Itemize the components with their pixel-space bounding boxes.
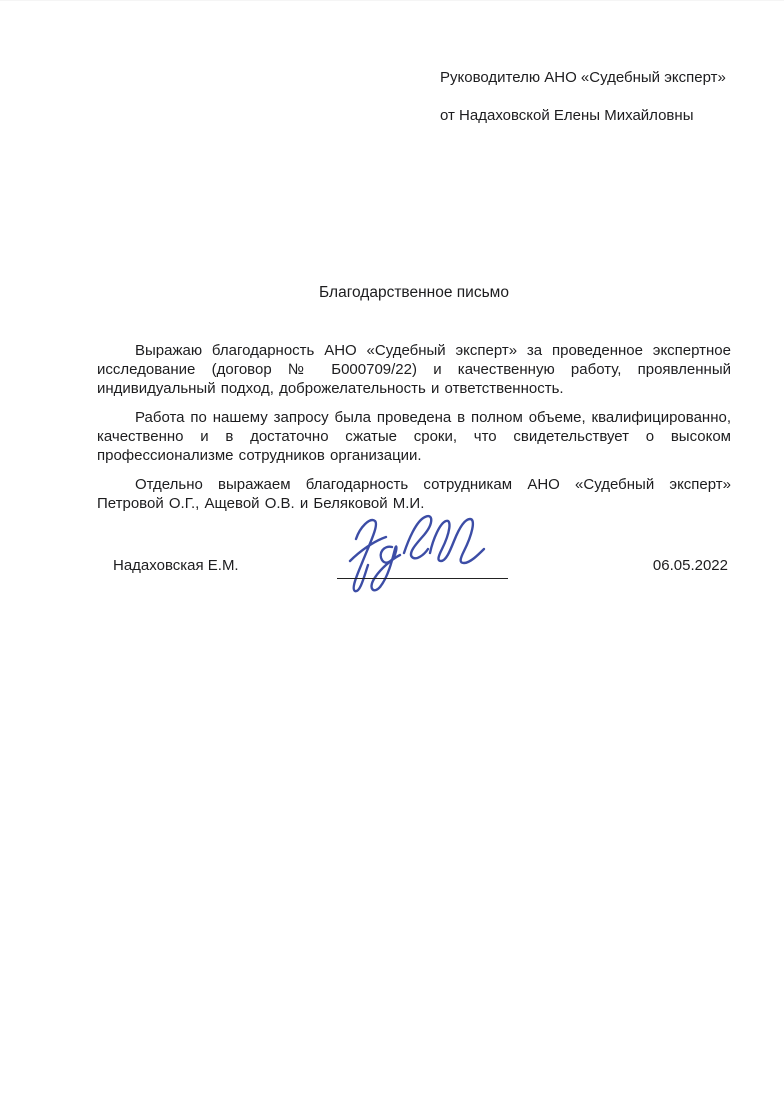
paragraph-gratitude: Выражаю благодарность АНО «Судебный эксперт» за проведенное экспертное исследование (договор № Б000709/22) и качественную работу, проявленный индивидуальный подход, доброжелательность и ответственность. [97,342,731,397]
document-title: Благодарственное письмо [319,284,509,301]
handwritten-signature-icon [326,509,511,599]
recipient-line: Руководителю АНО «Судебный эксперт» [440,69,726,86]
paragraph-work-quality: Работа по нашему запросу была проведена в полном объеме, квалифицированно, качественно и в достаточно сжатые сроки, что свидетельствует о высоком профессионализме сотрудников организации. [97,409,731,464]
letter-date: 06.05.2022 [652,557,728,574]
signer-name: Надаховская Е.М. [113,557,239,574]
letter-body [97,341,731,523]
paragraph-staff-thanks: Отдельно выражаем благодарность сотрудникам АНО «Судебный эксперт» Петровой О.Г., Ащевой О.В. и Беляковой М.И. [97,476,731,512]
signature-strokes [350,516,484,591]
sender-line: от Надаховской Елены Михайловны [440,107,694,124]
signature-underline [337,578,508,579]
